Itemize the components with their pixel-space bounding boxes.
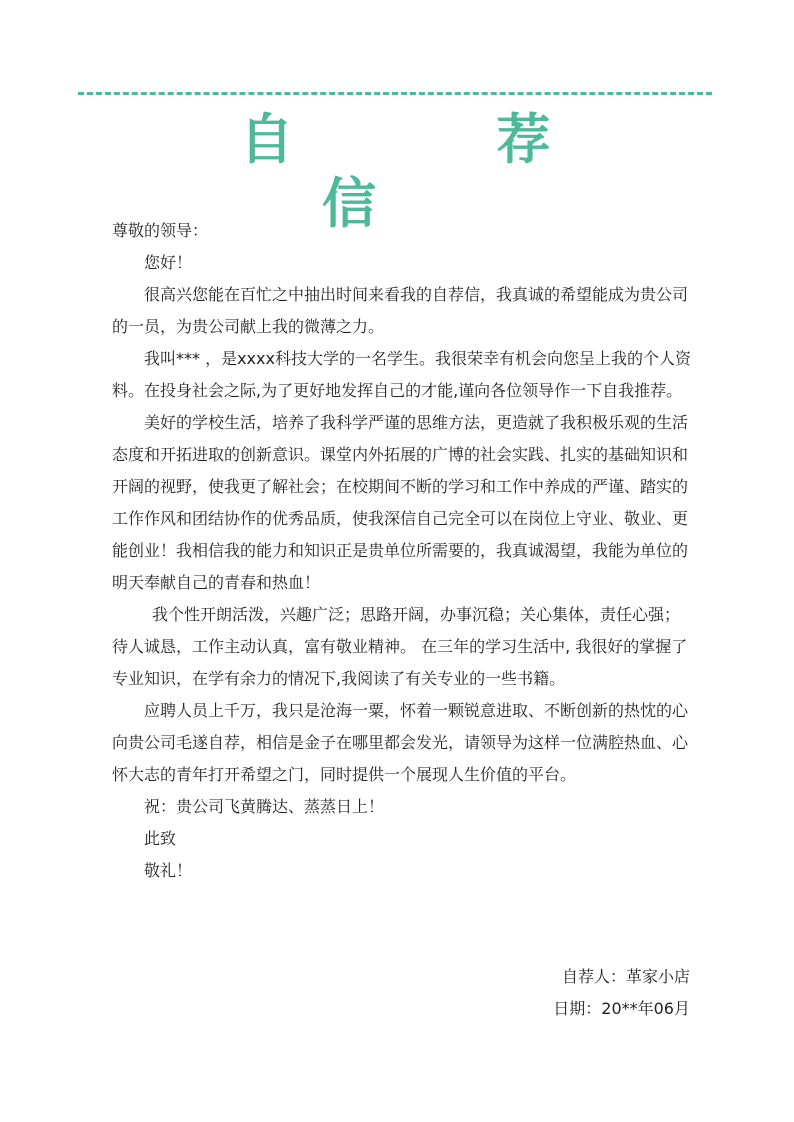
signature-block — [553, 961, 690, 1025]
paragraph-application: 应聘人员上千万，我只是沧海一粟，怀着一颗锐意进取、不断创新的热忱的心向贵公司毛遂自荐，相信是金子在哪里都会发光，请领导为这样一位满腔热血、心怀大志的青年打开希望之门，同时提供一个展现人生价值的平台。 — [112, 701, 689, 784]
title-dashed-divider — [78, 92, 712, 95]
paragraph-intro: 很高兴您能在百忙之中抽出时间来看我的自荐信，我真诚的希望能成为贵公司的一员，为贵公司献上我的微薄之力。 — [112, 285, 689, 336]
wish-line: 祝：贵公司飞黄腾达、蒸蒸日上！ — [144, 797, 385, 816]
page-title: 自 荐 信 — [239, 108, 643, 235]
closing-line-1: 此致 — [144, 829, 177, 848]
paragraph-personality: 我个性开朗活泼，兴趣广泛；思路开阔，办事沉稳；关心集体，责任心强；待人诚恳，工作主动认真，富有敬业精神。 在三年的学习生活中, 我很好的掌握了专业知识，在学有余力的情况下,我阅读了有关专业的一些书籍。 — [112, 605, 688, 688]
letter-body — [112, 215, 694, 887]
signature-name: 自荐人：革家小店 — [561, 967, 690, 986]
paragraph-school-life: 美好的学校生活，培养了我科学严谨的思维方法，更造就了我积极乐观的生活态度和开拓进取的创新意识。课堂内外拓展的广博的社会实践、扎实的基础知识和开阔的视野，使我更了解社会；在校期间不断的学习和工作中养成的严谨、踏实的工作作风和团结协作的优秀品质，使我深信自己完全可以在岗位上守业、敬业、更能创业！我相信我的能力和知识正是贵单位所需要的，我真诚渴望，我能为单位的明天奉献自己的青春和热血！ — [112, 413, 689, 592]
salutation: 尊敬的领导： — [112, 221, 209, 240]
paragraph-self-introduction: 我叫*** ，是xxxx科技大学的一名学生。我很荣幸有机会向您呈上我的个人资料。在投身社会之际,为了更好地发挥自己的才能,谨向各位领导作一下自我推荐。 — [112, 349, 691, 400]
signature-date: 日期：20**年06月 — [553, 999, 690, 1018]
closing-line-2: 敬礼！ — [144, 861, 193, 880]
greeting: 您好！ — [144, 253, 193, 272]
